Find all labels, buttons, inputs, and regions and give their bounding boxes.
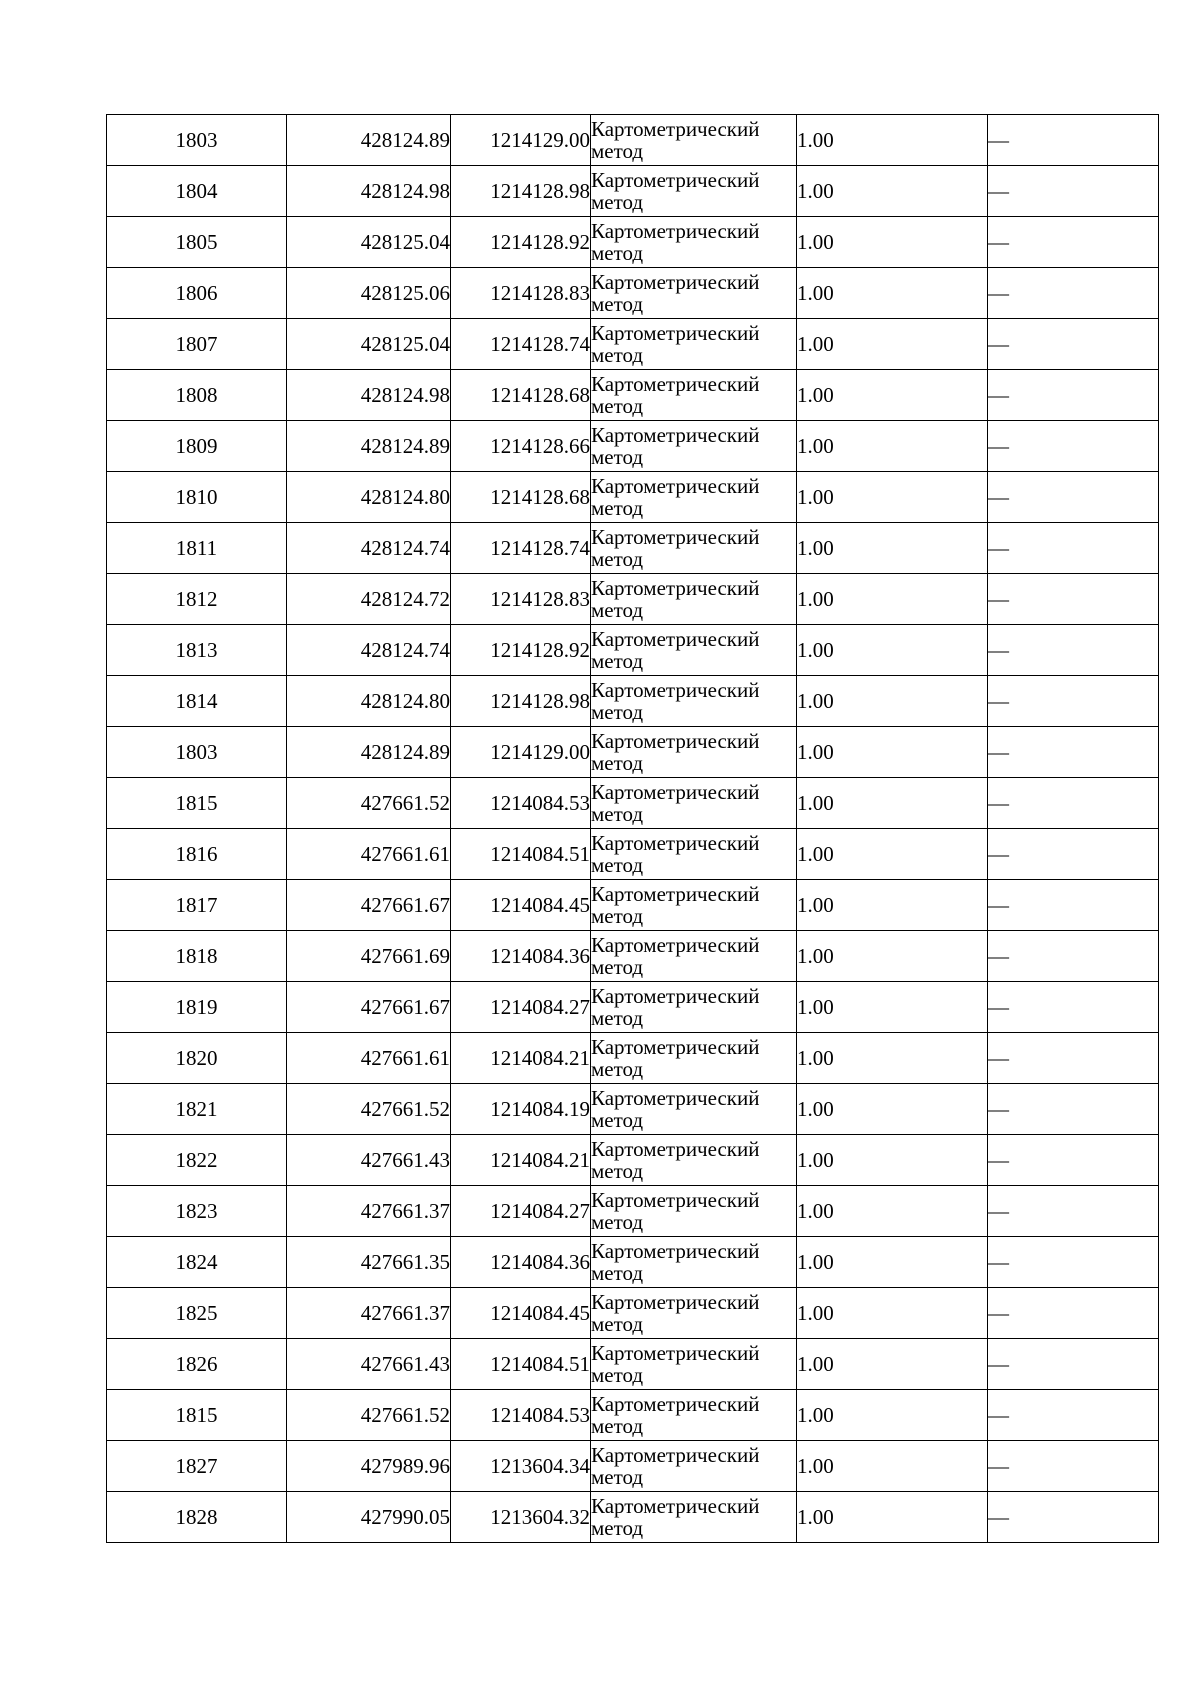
cell-method [591,421,797,472]
cell-x-coordinate: 428124.89 [287,727,451,778]
cell-y-coordinate: 1214084.53 [451,778,591,829]
cell-x-coordinate: 427661.52 [287,1390,451,1441]
cell-x-coordinate: 427661.37 [287,1288,451,1339]
method-line-2: метод [591,853,644,877]
cell-point-number: 1824 [107,1237,287,1288]
cell-description: — [988,1084,1159,1135]
cell-x-coordinate: 428124.98 [287,166,451,217]
cell-point-number: 1815 [107,1390,287,1441]
cell-description: — [988,166,1159,217]
cell-point-number: 1804 [107,166,287,217]
cell-method [591,319,797,370]
cell-description: — [988,319,1159,370]
cell-x-coordinate: 427661.61 [287,829,451,880]
cell-x-coordinate: 428125.06 [287,268,451,319]
cell-x-coordinate: 427990.05 [287,1492,451,1543]
cell-x-coordinate: 428124.80 [287,676,451,727]
method-line-2: метод [591,1414,644,1438]
table-row [107,115,1159,166]
method-line-2: метод [591,1312,644,1336]
cell-method [591,268,797,319]
cell-y-coordinate: 1214084.36 [451,1237,591,1288]
method-line-2: метод [591,1363,644,1387]
cell-method [591,1492,797,1543]
cell-x-coordinate: 427661.35 [287,1237,451,1288]
cell-description: — [988,268,1159,319]
cell-description: — [988,1339,1159,1390]
method-line-1: Картометрический [591,1239,760,1263]
method-line-1: Картометрический [591,984,760,1008]
cell-y-coordinate: 1214084.45 [451,1288,591,1339]
cell-y-coordinate: 1214128.66 [451,421,591,472]
cell-x-coordinate: 427661.43 [287,1339,451,1390]
table-row [107,676,1159,727]
cell-method [591,370,797,421]
cell-point-number: 1818 [107,931,287,982]
cell-accuracy: 1.00 [797,727,988,778]
cell-y-coordinate: 1214128.74 [451,523,591,574]
cell-accuracy: 1.00 [797,1492,988,1543]
cell-accuracy: 1.00 [797,1033,988,1084]
method-line-2: метод [591,496,644,520]
table-row [107,1288,1159,1339]
cell-description: — [988,1186,1159,1237]
cell-x-coordinate: 428124.74 [287,625,451,676]
cell-method [591,1339,797,1390]
cell-point-number: 1817 [107,880,287,931]
cell-x-coordinate: 428125.04 [287,319,451,370]
cell-point-number: 1803 [107,727,287,778]
cell-x-coordinate: 427661.69 [287,931,451,982]
cell-accuracy: 1.00 [797,1339,988,1390]
cell-description: — [988,625,1159,676]
cell-method [591,166,797,217]
cell-accuracy: 1.00 [797,268,988,319]
cell-description: — [988,574,1159,625]
cell-x-coordinate: 427661.43 [287,1135,451,1186]
method-line-2: метод [591,700,644,724]
cell-accuracy: 1.00 [797,625,988,676]
table-row [107,574,1159,625]
method-line-1: Картометрический [591,933,760,957]
method-line-2: метод [591,1006,644,1030]
method-line-2: метод [591,1465,644,1489]
cell-accuracy: 1.00 [797,217,988,268]
method-line-1: Картометрический [591,270,760,294]
cell-point-number: 1806 [107,268,287,319]
cell-point-number: 1821 [107,1084,287,1135]
cell-point-number: 1820 [107,1033,287,1084]
cell-y-coordinate: 1214129.00 [451,727,591,778]
method-line-1: Картометрический [591,1392,760,1416]
cell-x-coordinate: 427661.61 [287,1033,451,1084]
cell-accuracy: 1.00 [797,880,988,931]
cell-accuracy: 1.00 [797,472,988,523]
cell-method [591,676,797,727]
method-line-2: метод [591,445,644,469]
method-line-2: метод [591,547,644,571]
cell-method [591,625,797,676]
cell-point-number: 1814 [107,676,287,727]
cell-y-coordinate: 1213604.34 [451,1441,591,1492]
cell-point-number: 1808 [107,370,287,421]
method-line-1: Картометрический [591,423,760,447]
method-line-2: метод [591,955,644,979]
table-row [107,1390,1159,1441]
method-line-2: метод [591,292,644,316]
method-line-1: Картометрический [591,1290,760,1314]
cell-method [591,1288,797,1339]
cell-point-number: 1828 [107,1492,287,1543]
method-line-2: метод [591,1108,644,1132]
cell-description: — [988,727,1159,778]
cell-y-coordinate: 1213604.32 [451,1492,591,1543]
cell-accuracy: 1.00 [797,1084,988,1135]
table-row [107,727,1159,778]
cell-x-coordinate: 428125.04 [287,217,451,268]
cell-method [591,523,797,574]
method-line-2: метод [591,1159,644,1183]
cell-point-number: 1822 [107,1135,287,1186]
cell-description: — [988,370,1159,421]
cell-accuracy: 1.00 [797,166,988,217]
table-row [107,778,1159,829]
cell-y-coordinate: 1214128.92 [451,217,591,268]
table-row [107,472,1159,523]
table-row [107,319,1159,370]
method-line-2: метод [591,649,644,673]
cell-method [591,1033,797,1084]
cell-description: — [988,1033,1159,1084]
method-line-1: Картометрический [591,321,760,345]
cell-y-coordinate: 1214084.53 [451,1390,591,1441]
method-line-2: метод [591,1516,644,1540]
cell-method [591,1186,797,1237]
cell-point-number: 1825 [107,1288,287,1339]
cell-y-coordinate: 1214128.92 [451,625,591,676]
cell-accuracy: 1.00 [797,574,988,625]
coordinates-table-body [107,115,1159,1543]
cell-accuracy: 1.00 [797,676,988,727]
cell-x-coordinate: 428124.72 [287,574,451,625]
cell-description: — [988,217,1159,268]
table-row [107,1135,1159,1186]
cell-description: — [988,1441,1159,1492]
cell-description: — [988,1288,1159,1339]
table-row [107,1033,1159,1084]
cell-point-number: 1807 [107,319,287,370]
method-line-2: метод [591,802,644,826]
cell-method [591,1441,797,1492]
method-line-2: метод [591,751,644,775]
cell-description: — [988,1237,1159,1288]
cell-accuracy: 1.00 [797,1288,988,1339]
cell-description: — [988,115,1159,166]
table-row [107,166,1159,217]
cell-accuracy: 1.00 [797,523,988,574]
cell-method [591,1135,797,1186]
cell-point-number: 1823 [107,1186,287,1237]
table-row [107,982,1159,1033]
cell-description: — [988,982,1159,1033]
method-line-1: Картометрический [591,882,760,906]
cell-point-number: 1826 [107,1339,287,1390]
cell-method [591,472,797,523]
method-line-1: Картометрический [591,1188,760,1212]
cell-x-coordinate: 427661.37 [287,1186,451,1237]
method-line-2: метод [591,1261,644,1285]
table-row [107,268,1159,319]
cell-y-coordinate: 1214084.51 [451,829,591,880]
cell-point-number: 1813 [107,625,287,676]
table-row [107,370,1159,421]
cell-y-coordinate: 1214128.68 [451,370,591,421]
cell-method [591,574,797,625]
method-line-1: Картометрический [591,1341,760,1365]
method-line-1: Картометрический [591,780,760,804]
method-line-2: метод [591,241,644,265]
cell-y-coordinate: 1214128.98 [451,166,591,217]
cell-description: — [988,676,1159,727]
cell-accuracy: 1.00 [797,1186,988,1237]
method-line-1: Картометрический [591,219,760,243]
cell-method [591,217,797,268]
method-line-1: Картометрический [591,831,760,855]
cell-x-coordinate: 428124.80 [287,472,451,523]
table-row [107,421,1159,472]
cell-y-coordinate: 1214084.21 [451,1135,591,1186]
cell-method [591,931,797,982]
cell-y-coordinate: 1214128.83 [451,268,591,319]
cell-point-number: 1811 [107,523,287,574]
method-line-1: Картометрический [591,576,760,600]
cell-y-coordinate: 1214128.83 [451,574,591,625]
cell-accuracy: 1.00 [797,931,988,982]
cell-accuracy: 1.00 [797,1237,988,1288]
method-line-1: Картометрический [591,1494,760,1518]
method-line-1: Картометрический [591,372,760,396]
cell-point-number: 1815 [107,778,287,829]
cell-description: — [988,1390,1159,1441]
table-row [107,1186,1159,1237]
cell-method [591,1237,797,1288]
cell-method [591,1390,797,1441]
cell-y-coordinate: 1214128.68 [451,472,591,523]
cell-y-coordinate: 1214084.45 [451,880,591,931]
method-line-1: Картометрический [591,729,760,753]
table-row [107,1492,1159,1543]
cell-point-number: 1809 [107,421,287,472]
cell-method [591,982,797,1033]
cell-description: — [988,472,1159,523]
table-row [107,625,1159,676]
cell-description: — [988,931,1159,982]
cell-y-coordinate: 1214084.27 [451,982,591,1033]
coordinates-table [106,114,1159,1543]
cell-description: — [988,421,1159,472]
cell-y-coordinate: 1214129.00 [451,115,591,166]
table-row [107,217,1159,268]
cell-accuracy: 1.00 [797,115,988,166]
cell-point-number: 1805 [107,217,287,268]
table-row [107,829,1159,880]
method-line-2: метод [591,190,644,214]
cell-x-coordinate: 428124.98 [287,370,451,421]
cell-x-coordinate: 427661.52 [287,778,451,829]
method-line-2: метод [591,343,644,367]
cell-description: — [988,880,1159,931]
cell-y-coordinate: 1214084.21 [451,1033,591,1084]
cell-accuracy: 1.00 [797,421,988,472]
table-row [107,931,1159,982]
cell-accuracy: 1.00 [797,778,988,829]
method-line-1: Картометрический [591,678,760,702]
cell-x-coordinate: 428124.89 [287,115,451,166]
method-line-1: Картометрический [591,1086,760,1110]
method-line-1: Картометрический [591,525,760,549]
method-line-1: Картометрический [591,1443,760,1467]
method-line-1: Картометрический [591,474,760,498]
cell-y-coordinate: 1214084.36 [451,931,591,982]
cell-accuracy: 1.00 [797,1135,988,1186]
cell-accuracy: 1.00 [797,1441,988,1492]
cell-point-number: 1816 [107,829,287,880]
cell-accuracy: 1.00 [797,370,988,421]
cell-method [591,778,797,829]
cell-method [591,829,797,880]
method-line-2: метод [591,904,644,928]
cell-point-number: 1819 [107,982,287,1033]
table-row [107,1441,1159,1492]
method-line-2: метод [591,394,644,418]
table-row [107,1084,1159,1135]
method-line-1: Картометрический [591,1035,760,1059]
cell-accuracy: 1.00 [797,829,988,880]
cell-y-coordinate: 1214084.19 [451,1084,591,1135]
cell-y-coordinate: 1214084.51 [451,1339,591,1390]
table-row [107,1237,1159,1288]
cell-y-coordinate: 1214128.98 [451,676,591,727]
cell-x-coordinate: 428124.89 [287,421,451,472]
cell-description: — [988,1135,1159,1186]
method-line-2: метод [591,1210,644,1234]
cell-x-coordinate: 427661.67 [287,982,451,1033]
cell-accuracy: 1.00 [797,319,988,370]
cell-point-number: 1803 [107,115,287,166]
table-row [107,523,1159,574]
method-line-1: Картометрический [591,1137,760,1161]
cell-x-coordinate: 427989.96 [287,1441,451,1492]
method-line-2: метод [591,139,644,163]
method-line-2: метод [591,598,644,622]
table-row [107,1339,1159,1390]
cell-point-number: 1812 [107,574,287,625]
method-line-1: Картометрический [591,627,760,651]
cell-description: — [988,523,1159,574]
cell-x-coordinate: 427661.52 [287,1084,451,1135]
cell-method [591,727,797,778]
cell-x-coordinate: 428124.74 [287,523,451,574]
cell-description: — [988,1492,1159,1543]
cell-point-number: 1827 [107,1441,287,1492]
cell-accuracy: 1.00 [797,1390,988,1441]
cell-description: — [988,829,1159,880]
cell-method [591,1084,797,1135]
cell-accuracy: 1.00 [797,982,988,1033]
cell-y-coordinate: 1214084.27 [451,1186,591,1237]
cell-y-coordinate: 1214128.74 [451,319,591,370]
cell-point-number: 1810 [107,472,287,523]
method-line-1: Картометрический [591,168,760,192]
table-row [107,880,1159,931]
method-line-2: метод [591,1057,644,1081]
cell-method [591,115,797,166]
cell-description: — [988,778,1159,829]
cell-x-coordinate: 427661.67 [287,880,451,931]
method-line-1: Картометрический [591,117,760,141]
cell-method [591,880,797,931]
